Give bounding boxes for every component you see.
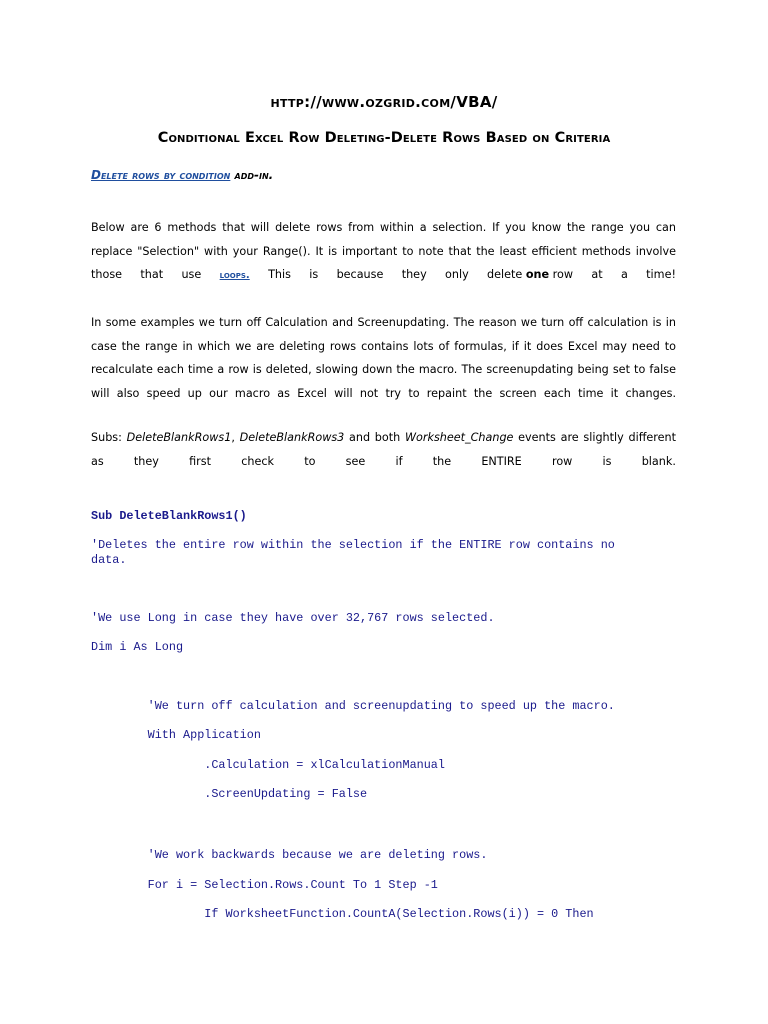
word: if <box>395 454 403 468</box>
sub-name: DeleteBlankRows1 <box>126 431 232 444</box>
code-line: For i = Selection.Rows.Count To 1 Step -1 <box>91 878 438 892</box>
code-line: .ScreenUpdating = False <box>91 787 368 801</box>
code-comment: 'We turn off calculation and screenupdating to speed up the macro. <box>91 699 615 713</box>
intro-paragraph <box>91 216 676 287</box>
word: because <box>336 268 384 281</box>
word: row <box>551 454 573 468</box>
code-sub-declaration: Sub DeleteBlankRows1() <box>91 509 247 523</box>
word: first <box>189 454 211 468</box>
text: and both <box>344 431 405 444</box>
word: as <box>91 454 104 468</box>
word: blank. <box>641 454 676 468</box>
calculation-paragraph <box>91 311 676 405</box>
para2-line3: recalculate each time a row is deleted, slowing down the macro. The screenupdating being set to false <box>91 363 676 376</box>
para2-line2: case the range in which we are deleting rows contains lots of formulas, if it does Excel may need to <box>91 339 676 353</box>
word: to <box>304 454 316 468</box>
code-comment: 'We use Long in case they have over 32,767 rows selected. <box>91 611 495 625</box>
code-comment: 'We work backwards because we are deleting rows. <box>91 848 488 862</box>
delete-rows-by-condition-link[interactable]: Delete rows by condition <box>91 168 231 182</box>
word: those <box>91 268 123 281</box>
page-url[interactable]: http://www.ozgrid.com/VBA/ <box>270 93 498 111</box>
loops-link[interactable]: loops. <box>219 270 250 281</box>
para1-line2: replace "Selection" with your Range(). It is important to note that the least efficient methods involve <box>91 244 676 258</box>
code-line: Dim i As Long <box>91 640 184 654</box>
word: they <box>401 268 427 281</box>
text: , <box>231 431 240 444</box>
word: This <box>268 268 291 281</box>
subs-paragraph <box>91 426 676 473</box>
word-one-bold: one <box>525 268 550 281</box>
sub-name: Worksheet_Change <box>404 431 514 444</box>
word: row <box>552 268 574 281</box>
word: ENTIRE <box>481 454 522 468</box>
code-line: With Application <box>91 728 261 742</box>
code-line: .Calculation = xlCalculationManual <box>91 758 445 772</box>
para1-line3 <box>91 263 676 287</box>
para3-line1 <box>91 426 676 450</box>
word: that <box>140 268 164 281</box>
para1-line1: Below are 6 methods that will delete rows from within a selection. If you know the range you can <box>91 221 676 234</box>
code-comment: 'Deletes the entire row within the selection if the ENTIRE row contains no data. <box>91 538 615 567</box>
code-line: If WorksheetFunction.CountA(Selection.Rows(i)) = 0 Then <box>91 907 594 921</box>
word: delete <box>487 268 523 281</box>
word: see <box>345 454 366 468</box>
addin-suffix: add-in. <box>230 168 274 182</box>
word: use <box>181 268 202 281</box>
addin-line <box>91 168 273 182</box>
para3-line2 <box>91 450 676 474</box>
word: only <box>445 268 469 281</box>
word: is <box>602 454 612 468</box>
word: they <box>133 454 159 468</box>
text: Subs: <box>91 431 127 444</box>
text: events are slightly different <box>513 431 676 444</box>
para2-line4: will also speed up our macro as Excel will not try to repaint the screen each time it changes. <box>91 386 676 400</box>
word: check <box>241 454 274 468</box>
page-title: Conditional Excel Row Deleting-Delete Rows Based on Criteria <box>157 130 611 146</box>
word: the <box>432 454 452 468</box>
para2-line1: In some examples we turn off Calculation and Screenupdating. The reason we turn off calculation is in <box>91 316 676 329</box>
word: time! <box>646 268 676 281</box>
word: at <box>591 268 603 281</box>
sub-name: DeleteBlankRows3 <box>239 431 345 444</box>
word: a <box>620 268 628 281</box>
word: is <box>309 268 319 281</box>
